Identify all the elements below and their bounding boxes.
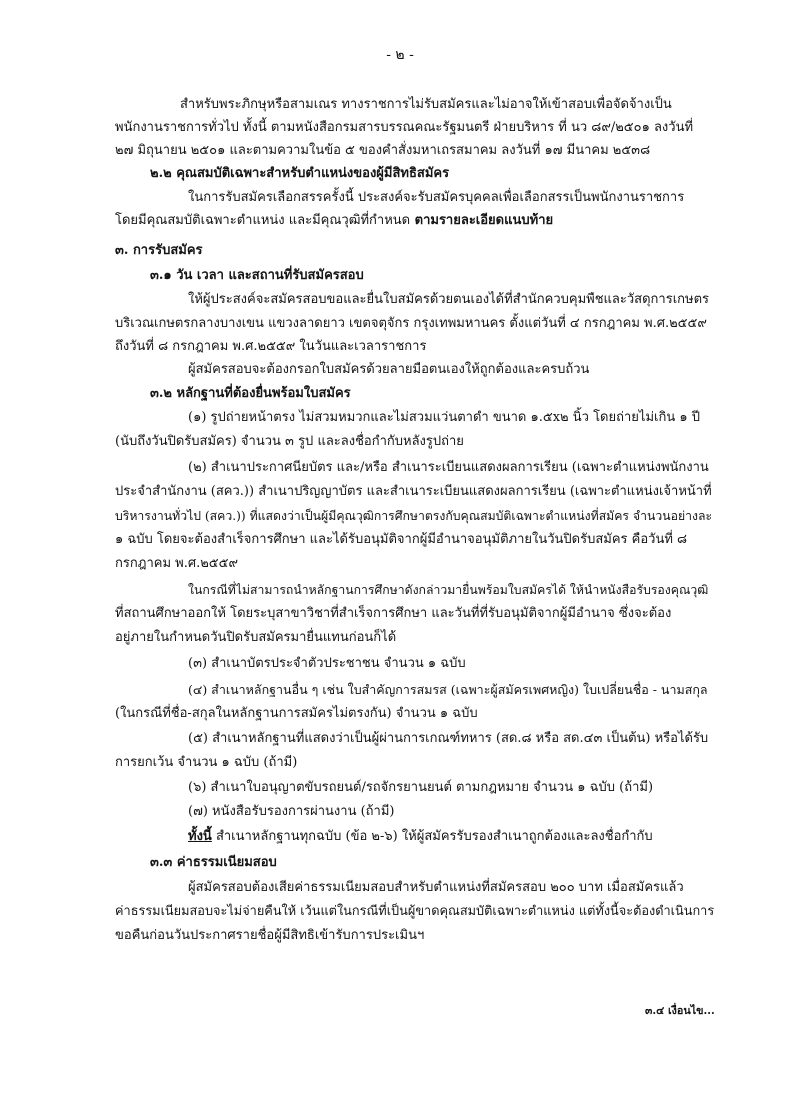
paragraph-line: กรกฎาคม พ.ศ.๒๕๕๙ xyxy=(115,556,239,571)
paragraph-line: ผู้สมัครสอบจะต้องกรอกใบสมัครด้วยลายมือตนเองให้ถูกต้องและครบถ้วน xyxy=(188,362,590,377)
paragraph-line: ผู้สมัครสอบต้องเสียค่าธรรมเนียมสอบสำหรับตำแหน่งที่สมัครสอบ ๒๐๐ บาท เมื่อสมัครแล้ว xyxy=(188,880,684,895)
subsection-heading: ๓.๑ วัน เวลา และสถานที่รับสมัครสอบ xyxy=(150,268,364,283)
paragraph-line: (๕) สำเนาหลักฐานที่แสดงว่าเป็นผู้ผ่านการเกณฑ์ทหาร (สด.๘ หรือ สด.๔๓ เป็นต้น) หรือได้รับ xyxy=(188,731,709,746)
section-heading: ๒.๒ คุณสมบัติเฉพาะสำหรับตำแหน่งของผู้มีสิทธิสมัคร xyxy=(150,166,450,181)
paragraph-line: ให้ผู้ประสงค์จะสมัครสอบขอและยื่นใบสมัครด้วยตนเองได้ที่สำนักควบคุมพืชและวัสดุการเกษตร xyxy=(188,292,710,307)
paragraph-line: (๒) สำเนาประกาศนียบัตร และ/หรือ สำเนาระเบียนแสดงผลการเรียน (เฉพาะตำแหน่งพนักงาน xyxy=(188,460,709,475)
paragraph-line: ประจำสำนักงาน (สคว.)) สำเนาปริญญาบัตร และสำเนาระเบียนแสดงผลการเรียน (เฉพาะตำแหน่งเจ้าหน้าที่ xyxy=(115,484,712,499)
bold-emphasis: ตามรายละเอียดแนบท้าย xyxy=(410,213,554,228)
continuation-marker: ๓.๔ เงื่อนไข... xyxy=(645,1004,715,1017)
paragraph-line: ๒๗ มิถุนายน ๒๕๐๑ และตามความในข้อ ๕ ของคำสั่งมหาเถรสมาคม ลงวันที่ ๑๗ มีนาคม ๒๕๓๘ xyxy=(115,143,651,158)
paragraph-line: บริหารงานทั่วไป (สคว.)) ที่แสดงว่าเป็นผู้มีคุณวุฒิการศึกษาตรงกับคุณสมบัติเฉพาะตำแหน่งที่สมัคร จำนวนอย่างละ xyxy=(115,509,713,523)
paragraph-line: ค่าธรรมเนียมสอบจะไม่จ่ายคืนให้ เว้นแต่ในกรณีที่เป็นผู้ขาดคุณสมบัติเฉพาะตำแหน่ง แต่ทั้งนี้จะต้องดำเนินการ xyxy=(115,904,715,919)
paragraph-text: โดยมีคุณสมบัติเฉพาะตำแหน่ง และมีคุณวุฒิที่กำหนด xyxy=(115,213,411,228)
paragraph-line: สำหรับพระภิกษุหรือสามเณร ทางราชการไม่รับสมัครและไม่อาจให้เข้าสอบเพื่อจัดจ้างเป็น xyxy=(180,97,672,112)
paragraph-line: พนักงานราชการทั่วไป ทั้งนี้ ตามหนังสือกรมสารบรรณคณะรัฐมนตรี ฝ่ายบริหาร ที่ นว ๘๙/๒๕๐๑ ลงวันที่ xyxy=(115,120,694,135)
bold-underlined-word: ทั้งนี้ xyxy=(188,829,212,844)
paragraph-line: (ในกรณีที่ชื่อ-สกุลในหลักฐานการสมัครไม่ตรงกัน) จำนวน ๑ ฉบับ xyxy=(115,706,478,721)
paragraph-line: (๖) สำเนาใบอนุญาตขับรถยนต์/รถจักรยานยนต์ ตามกฎหมาย จำนวน ๑ ฉบับ (ถ้ามี) xyxy=(188,780,654,795)
paragraph-line: ในกรณีที่ไม่สามารถนำหลักฐานการศึกษาดังกล่าวมายื่นพร้อมใบสมัครได้ ให้นำหนังสือรับรองคุณวุฒิ xyxy=(188,583,709,597)
paragraph-line xyxy=(115,213,553,229)
paragraph-line: ๑ ฉบับ โดยจะต้องสำเร็จการศึกษา และได้รับอนุมัติจากผู้มีอำนาจอนุมัติภายในวันปิดรับสมัคร คือวันที่ ๘ xyxy=(115,532,688,547)
section-heading: ๓. การรับสมัคร xyxy=(115,243,203,258)
paragraph-line: ในการรับสมัครเลือกสรรครั้งนี้ ประสงค์จะรับสมัครบุคคลเพื่อเลือกสรรเป็นพนักงานราชการ xyxy=(188,190,685,205)
paragraph-line: ถึงวันที่ ๘ กรกฎาคม พ.ศ.๒๕๕๙ ในวันและเวลาราชการ xyxy=(115,339,427,354)
paragraph-line: (๗) หนังสือรับรองการผ่านงาน (ถ้ามี) xyxy=(188,804,395,819)
paragraph-line: ที่สถานศึกษาออกให้ โดยระบุสาขาวิชาที่สำเร็จการศึกษา และวันที่ที่รับอนุมัติจากผู้มีอำนาจ ซึ่งจะต้อง xyxy=(115,606,672,621)
paragraph-line: บริเวณเกษตรกลางบางเขน แขวงลาดยาว เขตจตุจักร กรุงเทพมหานคร ตั้งแต่วันที่ ๔ กรกฎาคม พ.ศ.๒๕๕๙ xyxy=(115,316,707,331)
paragraph-line: การยกเว้น จำนวน ๑ ฉบับ (ถ้ามี) xyxy=(115,755,298,770)
paragraph-line: (นับถึงวันปิดรับสมัคร) จำนวน ๓ รูป และลงชื่อกำกับหลังรูปถ่าย xyxy=(115,434,464,449)
paragraph-line: อยู่ภายในกำหนดวันปิดรับสมัครมายื่นแทนก่อนก็ได้ xyxy=(115,630,397,645)
paragraph-line: (๑) รูปถ่ายหน้าตรง ไม่สวมหมวกและไม่สวมแว่นตาดำ ขนาด ๑.๕x๒ นิ้ว โดยถ่ายไม่เกิน ๑ ปี xyxy=(188,410,700,425)
subsection-heading: ๓.๒ หลักฐานที่ต้องยื่นพร้อมใบสมัคร xyxy=(150,386,351,401)
paragraph-line: (๔) สำเนาหลักฐานอื่น ๆ เช่น ใบสำคัญการสมรส (เฉพาะผู้สมัครเพศหญิง) ใบเปลี่ยนชื่อ - นามสกุล xyxy=(188,682,708,697)
paragraph-line: ขอคืนก่อนวันประกาศรายชื่อผู้มีสิทธิเข้ารับการประเมินฯ xyxy=(115,928,425,943)
paragraph-line xyxy=(188,829,653,845)
paragraph-text: สำเนาหลักฐานทุกฉบับ (ข้อ ๒-๖) ให้ผู้สมัครรับรองสำเนาถูกต้องและลงชื่อกำกับ xyxy=(211,829,653,844)
paragraph-line: (๓) สำเนาบัตรประจำตัวประชาชน จำนวน ๑ ฉบับ xyxy=(188,656,466,671)
page-number: - ๒ - xyxy=(386,47,414,63)
subsection-heading: ๓.๓ ค่าธรรมเนียมสอบ xyxy=(150,855,277,870)
